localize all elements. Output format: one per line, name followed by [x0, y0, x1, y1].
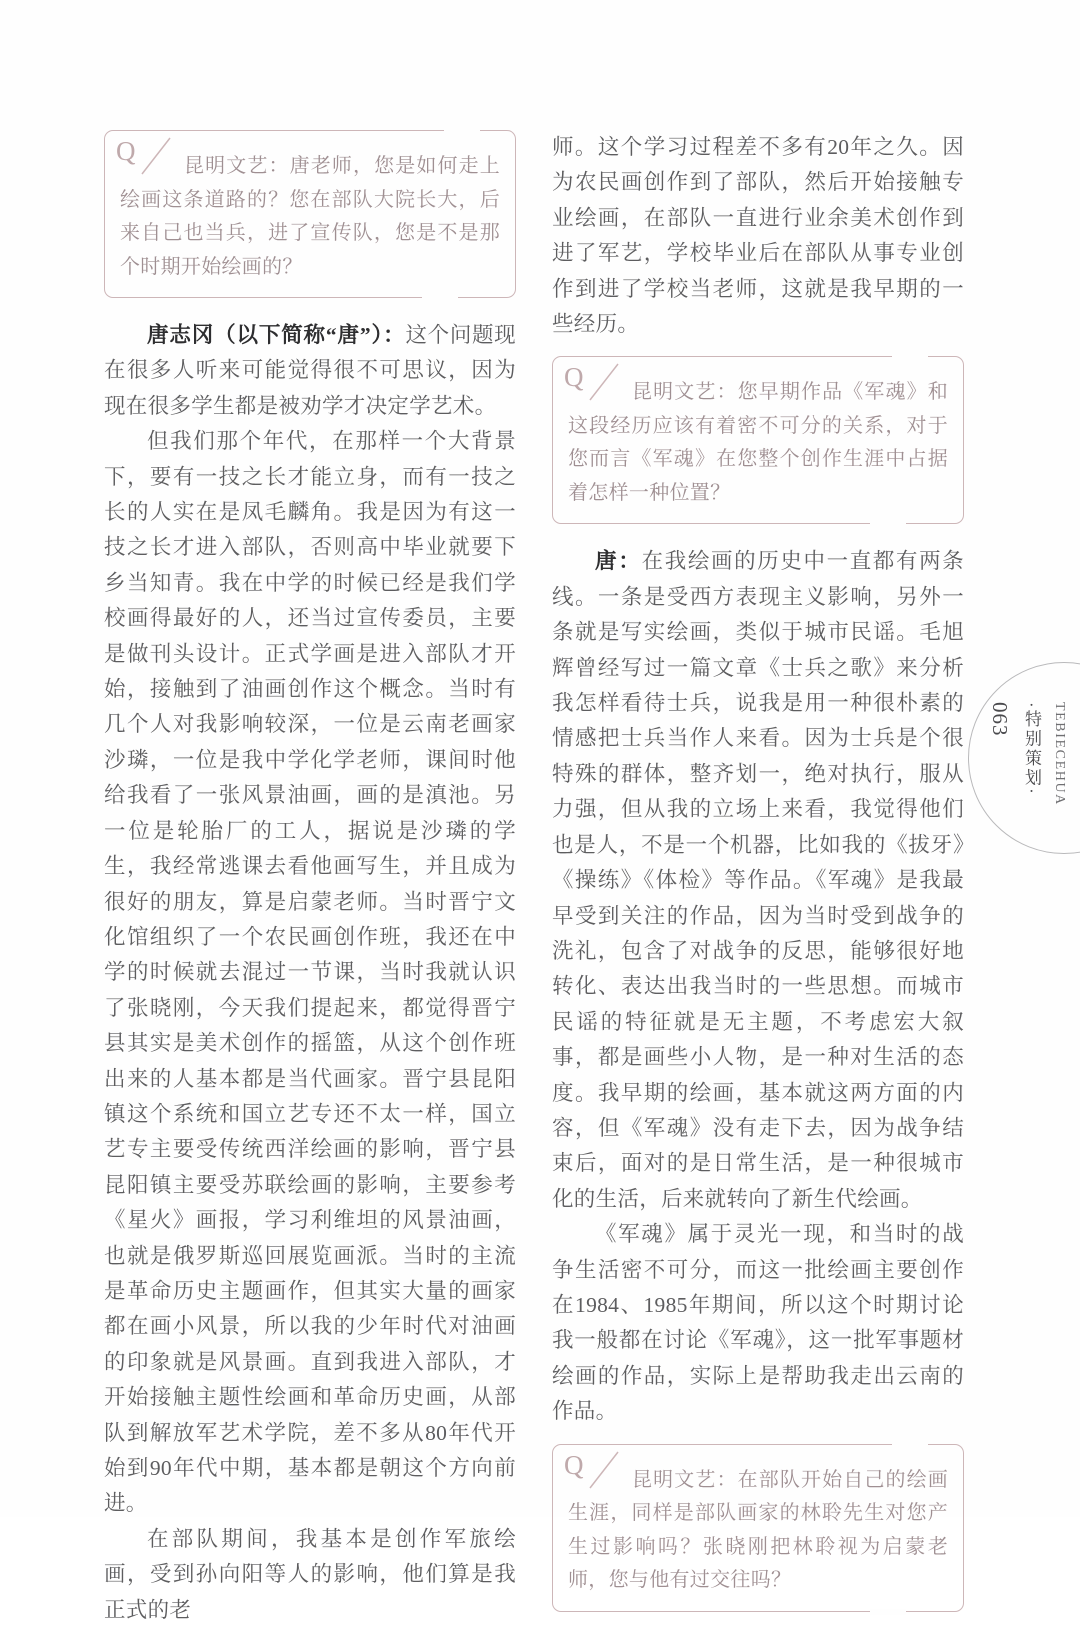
frame-notch-bottom	[870, 1609, 906, 1615]
question-text-1: 昆明文艺：唐老师，您是如何走上绘画这条道路的？您在部队大院长大，后来自己也当兵，进了宣传队，您是不是那个时期开始绘画的？	[120, 155, 500, 278]
frame-notch-top	[444, 127, 480, 133]
frame-notch-bottom	[870, 521, 906, 527]
q-letter-icon: Q	[116, 136, 136, 166]
left-column	[104, 130, 516, 1628]
answer-paragraph-3: 在部队期间，我基本是创作军旅绘画，受到孙向阳等人的影响，他们算是我正式的老	[104, 1526, 516, 1622]
frame-notch-bottom	[422, 295, 458, 301]
answer-paragraph-1-text: 这个问题现在很多人听来可能觉得很不可思议，因为现在很多学生都是被劝学才决定学艺术。	[104, 323, 516, 418]
question-box-2	[552, 356, 964, 524]
q-letter-icon: Q	[564, 1449, 584, 1480]
answer-paragraph-1	[104, 318, 516, 424]
section-latin-label: TEBIECEHUA	[1052, 702, 1067, 806]
page-number-medallion	[968, 662, 1080, 854]
answer-paragraph-2: 但我们那个年代，在那样一个大背景下，要有一技之长才能立身，而有一技之长的人实在是凤毛麟角。我是因为有这一技之长才进入部队，否则高中毕业就要下乡当知青。我在中学的时候已经是我们学校画得最好的人，还当过宣传委员，主要是做刊头设计。正式学画是进入部队才开始，接触到了油画创作这个概念。当时有几个人对我影响较深，一位是云南老画家沙璘，一位是我中学化学老师，课间时他给我看了一张风景油画，画的是滇池。另一位是轮胎厂的工人，据说是沙璘的学生，我经常逃课去看他画写生，并且成为很好的朋友，算是启蒙老师。当时晋宁文化馆组织了一个农民画创作班，我还在中学的时候就去混过一节课，当时我就认识了张晓刚，今天我们提起来，都觉得晋宁县其实是美术创作的摇篮，从这个创作班出来的人基本都是当代画家。晋宁县昆阳镇这个系统和国立艺专还不太一样，国立艺专主要受传统西洋绘画的影响，晋宁县昆阳镇主要受苏联绘画的影响，主要参考《星火》画报，学习利维坦的风景油画，也就是俄罗斯巡回展览画派。当时的主流是革命历史主题画作，但其实大量的画家都在画小风景，所以我的少年时代对油画的印象就是风景画。直到我进入部队，才开始接触主题性绘画和革命历史画，从部队到解放军艺术学院，差不多从80年代开始到90年代中期，基本都是朝这个方向前进。	[104, 429, 516, 1516]
frame-notch-top	[892, 353, 928, 359]
answer-paragraph-4	[552, 544, 964, 1217]
answer-paragraph-5: 《军魂》属于灵光一现，和当时的战争生活密不可分，而这一批绘画主要创作在1984、1985年期间，所以这个时期讨论我一般都在讨论《军魂》，这一批军事题材绘画的作品，实际上是帮助我走出云南的作品。	[552, 1222, 964, 1424]
question-box-1	[104, 130, 516, 298]
answer-paragraph-4-text: 在我绘画的历史中一直都有两条线。一条是受西方表现主义影响，另外一条就是写实绘画，类似于城市民谣。毛旭辉曾经写过一篇文章《士兵之歌》来分析我怎样看待士兵，说我是用一种很朴素的情感把士兵当作人来看。因为士兵是个很特殊的群体，整齐划一，绝对执行，服从力强，但从我的立场上来看，我觉得他们也是人，不是一个机器，比如我的《拔牙》《操练》《体检》等作品。《军魂》是我最早受到关注的作品，因为当时受到战争的洗礼，包含了对战争的反思，能够很好地转化、表达出我当时的一些思想。而城市民谣的特征就是无主题，不考虑宏大叙事，都是画些小人物，是一种对生活的态度。我早期的绘画，基本就这两方面的内容，但《军魂》没有走下去，因为战争结束后，面对的是日常生活，是一种很城市化的生活，后来就转向了新生代绘画。	[552, 549, 964, 1211]
speaker-label-tang-zhigang: 唐志冈（以下简称“唐”）：	[147, 323, 406, 347]
q-letter-icon: Q	[564, 362, 584, 393]
question-text-2: 昆明文艺：您早期作品《军魂》和这段经历应该有着密不可分的关系，对于您而言《军魂》在您整个创作生涯中占据着怎样一种位置？	[568, 381, 948, 504]
frame-notch-top	[892, 1441, 928, 1447]
question-box-3	[552, 1444, 964, 1612]
right-column	[552, 130, 964, 1612]
section-chinese-label: ·特别策划·	[1022, 702, 1041, 797]
page-number: 063	[988, 702, 1012, 737]
speaker-label-tang: 唐：	[595, 549, 642, 574]
question-text-3: 昆明文艺：在部队开始自己的绘画生涯，同样是部队画家的林聆先生对您产生过影响吗？张晓刚把林聆视为启蒙老师，您与他有过交往吗？	[568, 1468, 948, 1592]
answer-continuation: 师。这个学习过程差不多有20年之久。因为农民画创作到了部队，然后开始接触专业绘画，在部队一直进行业余美术创作到进了军艺，学校毕业后在部队从事专业创作到进了学校当老师，这就是我早期的一些经历。	[552, 135, 964, 337]
